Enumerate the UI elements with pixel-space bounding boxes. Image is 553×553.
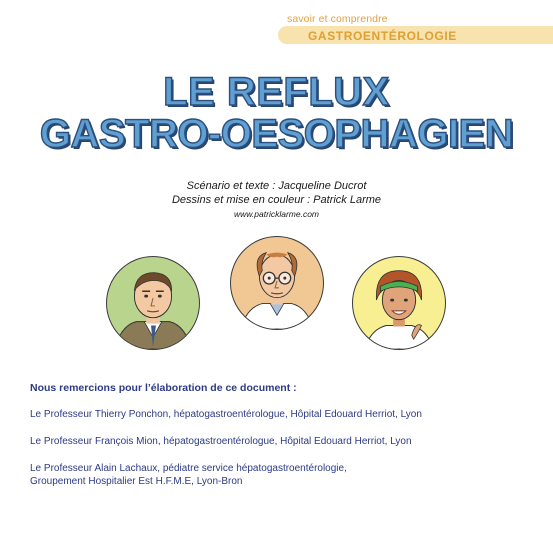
acknowledgement-item: Le Professeur François Mion, hépatogastroentérologue, Hôpital Edouard Herriot, Lyon: [30, 436, 412, 447]
series-header: [278, 13, 553, 47]
woman-with-headband-portrait-icon: [352, 256, 446, 350]
acknowledgement-item: Le Professeur Thierry Ponchon, hépatogastroentérologue, Hôpital Edouard Herriot, Lyon: [30, 409, 422, 420]
acknowledgements-heading: Nous remercions pour l’élaboration de ce document :: [30, 382, 297, 394]
title-line-1: LE REFLUX: [163, 70, 390, 114]
series-kicker: savoir et comprendre: [287, 13, 388, 25]
acknowledgement-item-continued: Groupement Hospitalier Est H.F.M.E, Lyon-Bron: [30, 476, 243, 487]
drawings-credit: Dessins et mise en couleur : Patrick Larme: [171, 194, 382, 206]
doctor-with-glasses-portrait-icon: [230, 236, 324, 330]
man-in-suit-portrait-icon: [106, 256, 200, 350]
acknowledgement-item: Le Professeur Alain Lachaux, pédiatre service hépatogastroentérologie,: [30, 463, 347, 474]
series-label: GASTROENTÉROLOGIE: [308, 29, 457, 43]
title-line-2: GASTRO-OESOPHAGIEN: [39, 112, 514, 156]
website-credit: www.patricklarme.com: [233, 209, 320, 219]
scenario-credit: Scénario et texte : Jacqueline Ducrot: [186, 180, 367, 192]
